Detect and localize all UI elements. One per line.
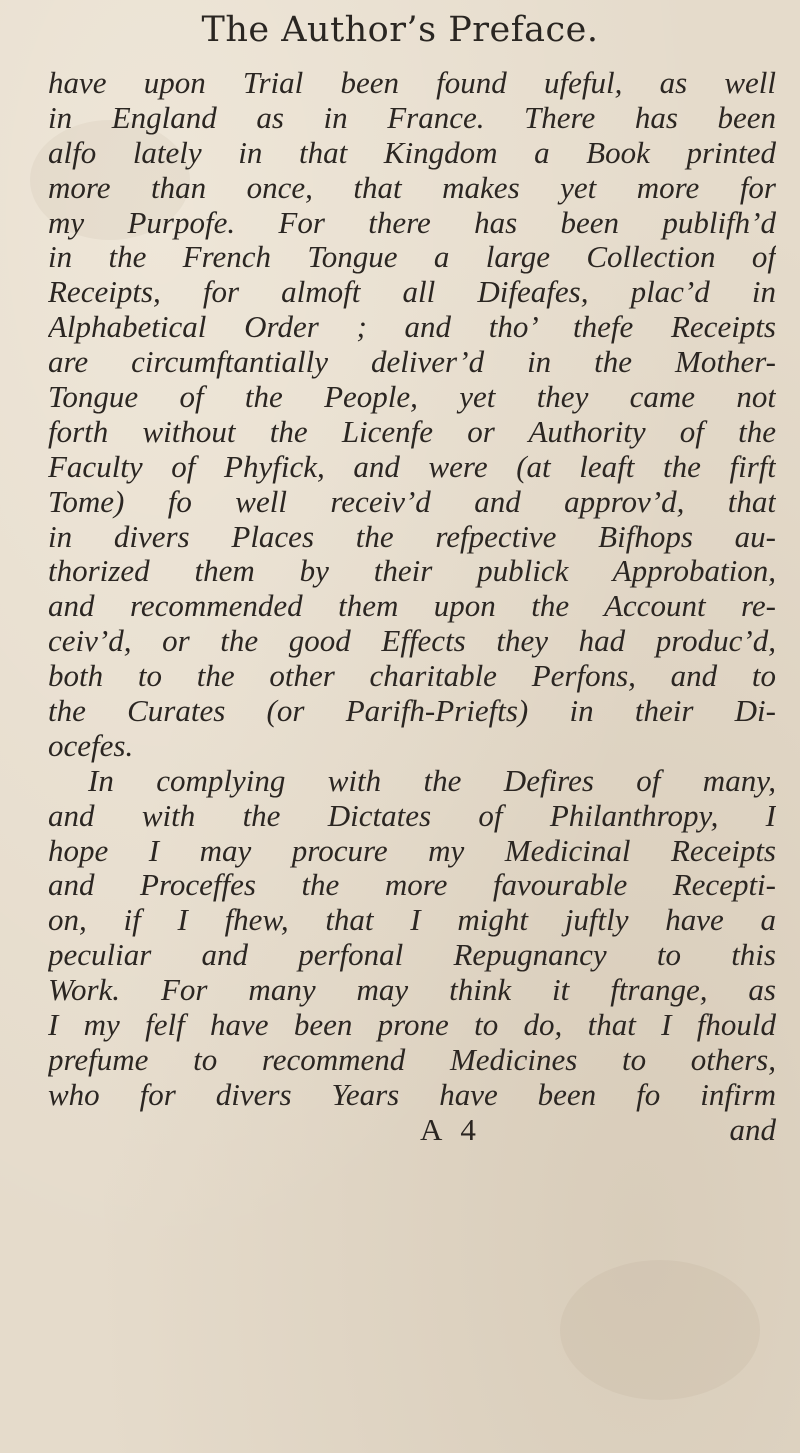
page-footer-line [48, 1113, 776, 1148]
text-line: both to the other charitable Perfons, and to [48, 659, 776, 694]
text-line: prefume to recommend Medicines to others, [48, 1042, 776, 1077]
text-line: in England as in France. There has been [48, 100, 776, 135]
text-line: Tome) fo well receiv’d and approv’d, that [48, 484, 776, 519]
preface-body-text [48, 66, 776, 1148]
text-line: Alphabetical Order ; and tho’ thefe Receipts [48, 310, 776, 345]
text-line: forth without the Licenfe or Authority of the [48, 414, 776, 449]
paragraph-first-line: In complying with the Defires of many, [88, 763, 776, 798]
text-line: are circumftantially deliver’d in the Mother- [48, 345, 776, 380]
paper-stain [560, 1260, 760, 1400]
text-line: I my felf have been prone to do, that I fhould [48, 1008, 776, 1043]
text-line: and recommended them upon the Account re- [48, 589, 776, 624]
catchword: and [729, 1112, 776, 1147]
text-line: ceiv’d, or the good Effects they had produc’d, [48, 624, 776, 659]
text-line: Receipts, for almoft all Difeafes, plac’d in [48, 275, 776, 310]
signature-mark: A 4 [420, 1112, 482, 1147]
text-line: have upon Trial been found ufeful, as well [48, 66, 776, 100]
text-line: peculiar and perfonal Repugnancy to this [48, 938, 776, 973]
text-line: the Curates (or Parifh-Priefts) in their Di- [48, 694, 776, 729]
text-line: and with the Dictates of Philanthropy, I [48, 798, 776, 833]
text-line: thorized them by their publick Approbation, [48, 554, 776, 589]
text-line: in the French Tongue a large Collection of [48, 240, 776, 275]
text-line: who for divers Years have been fo infirm [48, 1077, 776, 1112]
text-line: alfo lately in that Kingdom a Book printed [48, 135, 776, 170]
text-line: more than once, that makes yet more for [48, 170, 776, 205]
text-line: and Proceffes the more favourable Recepti- [48, 868, 776, 903]
running-title: The Author’s Preface. [201, 10, 599, 50]
text-line: ocefes. [48, 728, 134, 763]
text-line: in divers Places the refpective Bifhops au- [48, 519, 776, 554]
text-line: Faculty of Phyfick, and were (at leaft the firft [48, 449, 776, 484]
text-line: hope I may procure my Medicinal Receipts [48, 833, 776, 868]
text-line: Tongue of the People, yet they came not [48, 380, 776, 415]
text-line: Work. For many may think it ftrange, as [48, 973, 776, 1008]
text-line: my Purpofe. For there has been publifh’d [48, 205, 776, 240]
text-line: on, if I fhew, that I might juftly have a [48, 903, 776, 938]
